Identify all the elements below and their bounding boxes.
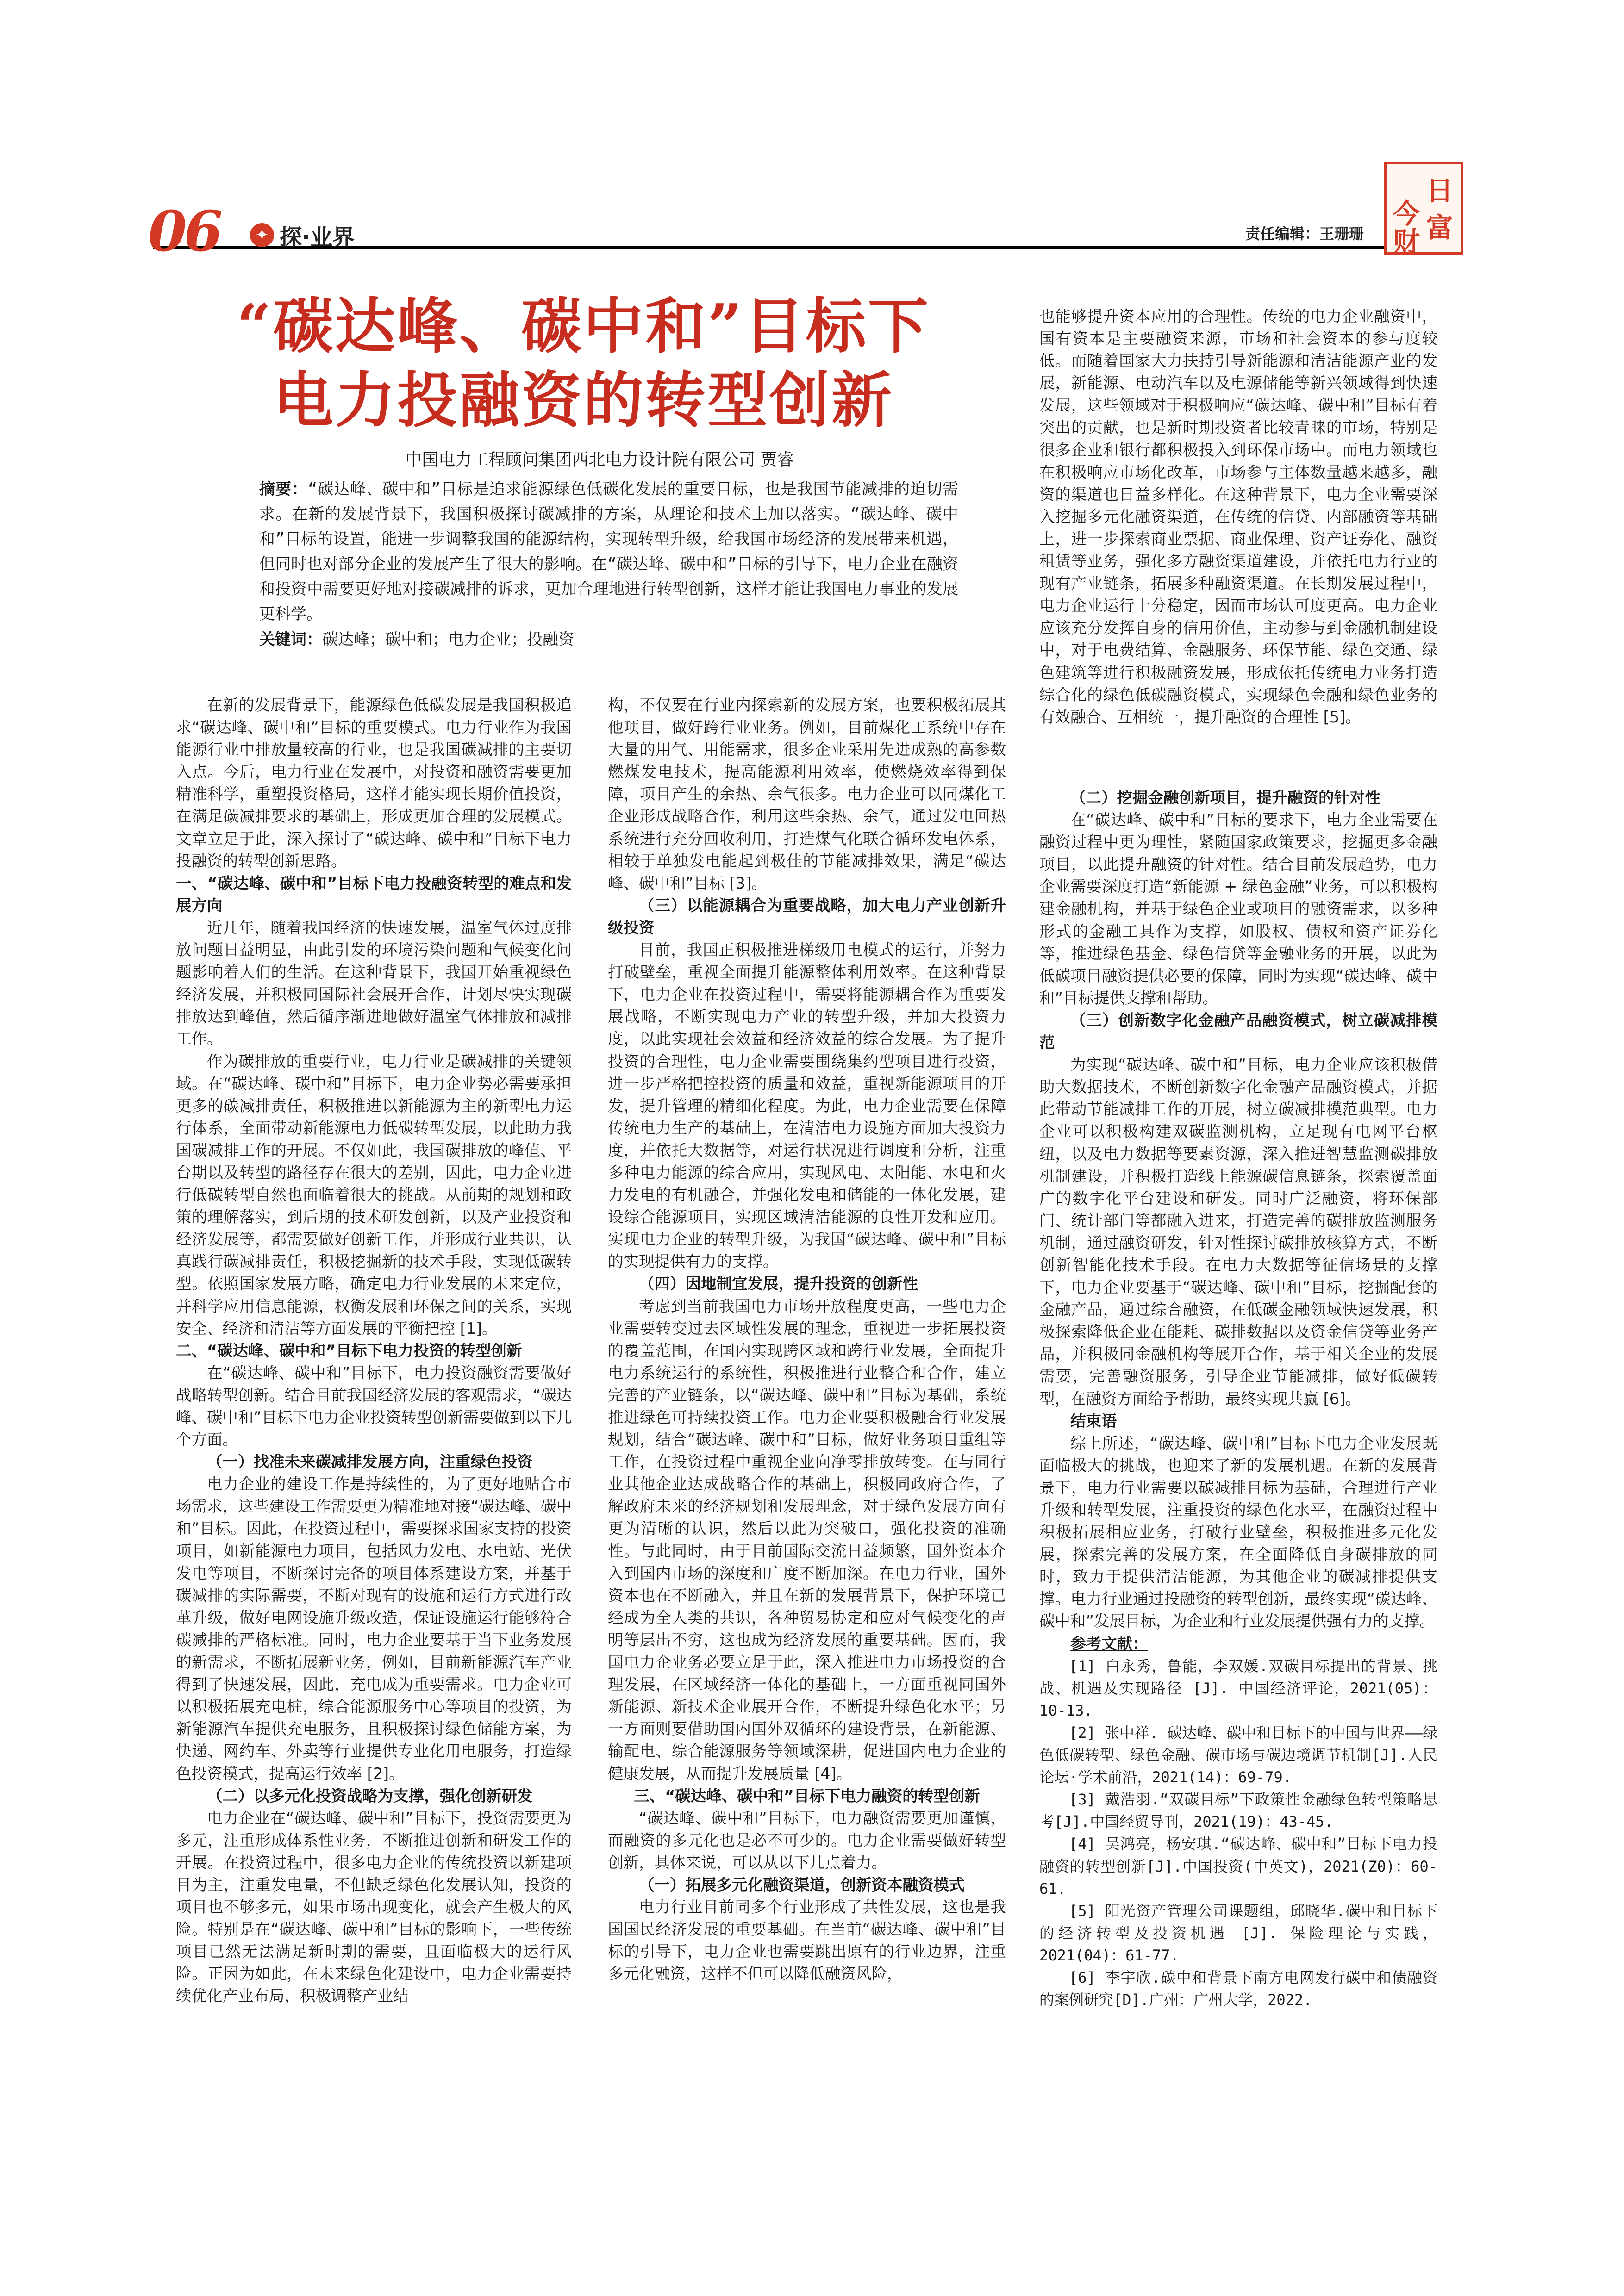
column-3: [1039, 305, 1437, 787]
section-heading: 一、“碳达峰、碳中和”目标下电力投融资转型的难点和发展方向: [176, 874, 572, 915]
reference-item: [5] 阳光资产管理公司课题组，邱晓华.碳中和目标下的经济转型及投资机遇 [J]. 保险理论与实践，2021(04)：61-77.: [1039, 1902, 1437, 1964]
subsection-heading: （一）拓展多元化融资渠道，创新资本融资模式: [639, 1875, 965, 1894]
paragraph: 构，不仅要在行业内探索新的发展方案，也要积极拓展其他项目，做好跨行业业务。例如，目前煤化工系统中存在大量的用气、用能需求，很多企业采用先进成熟的高参数燃煤发电技术，提高能源利用效率，使燃烧效率得到保障，项目产生的余热、余气很多。电力企业可以同煤化工企业形成战略合作，利用这些余热、余气，通过发电回热系统进行充分回收利用，打造煤气化联合循环发电体系，相较于单独发电能起到极佳的节能减排效果，满足“碳达峰、碳中和”目标 [3]。: [608, 696, 1006, 892]
paragraph: 为实现“碳达峰、碳中和”目标，电力企业应该积极借助大数据技术，不断创新数字化金融产品融资模式，并据此带动节能减排工作的开展，树立碳减排模范典型。电力企业可以积极构建双碳监测机构，立足现有电网平台枢纽，以及电力数据等要素资源，深入推进智慧监测碳排放机制建设，并积极打造线上能源碳信息链条，探索覆盖面广的数字化平台建设和研发。同时广泛融资，将环保部门、统计部门等都融入进来，打造完善的碳排放监测服务机制，通过融资研发，针对性探讨碳排放核算方式，不断创新智能化技术手段。在电力大数据等征信场景的支撑下，电力企业要基于“碳达峰、碳中和”目标，挖掘配套的金融产品，通过综合融资，在低碳金融领域快速发展，积极探索降低企业在能耗、碳排数据以及资金信贷等业务产品，并积极同金融机构等展开合作，基于相关企业的发展需要，完善融资服务，引导企业节能减排，做好低碳转型，在融资方面给予帮助，最终实现共赢 [6]。: [1039, 1056, 1437, 1408]
paragraph: 综上所述，“碳达峰、碳中和”目标下电力企业发展既面临极大的挑战，也迎来了新的发展机遇。在新的发展背景下，电力行业需要以碳减排目标为基础，合理进行产业升级和转型发展，注重投资的绿色化水平，在融资过程中积极拓展相应业务，打破行业壁垒，积极推进多元化发展，探索完善的发展方案，在全面降低自身碳排放的同时，致力于提供清洁能源，为其他企业的碳减排提供支撑。电力行业通过投融资的转型创新，最终实现“碳达峰、碳中和”发展目标，为企业和行业发展提供强有力的支撑。: [1039, 1434, 1437, 1630]
references-heading: 参考文献：: [1070, 1634, 1148, 1653]
subsection-heading: （三）以能源耦合为重要战略，加大电力产业创新升级投资: [608, 896, 1006, 937]
section-heading: 二、“碳达峰、碳中和”目标下电力投资的转型创新: [176, 1341, 522, 1360]
section-heading: 三、“碳达峰、碳中和”目标下电力融资的转型创新: [634, 1786, 980, 1805]
abstract-label: 摘要：: [259, 480, 308, 498]
column-2: [608, 694, 1006, 2249]
masthead-logo: [1384, 162, 1463, 255]
keywords-label: 关键词：: [259, 630, 322, 649]
conclusion-heading: 结束语: [1070, 1412, 1117, 1430]
logo-char: 日: [1426, 175, 1454, 206]
paragraph: 电力行业目前同多个行业形成了共性发展，这也是我国国民经济发展的重要基础。在当前“碳达峰、碳中和”目标的引导下，电力企业也需要跳出原有的行业边界，注重多元化融资，这样不但可以降低融资风险，: [608, 1898, 1006, 1983]
subsection-heading: （二）以多元化投资战略为支撑，强化创新研发: [207, 1786, 533, 1805]
section-logo-icon: ✦: [250, 223, 274, 247]
column-1: [176, 694, 572, 2249]
paragraph: 在“碳达峰、碳中和”目标的要求下，电力企业需要在融资过程中更为理性，紧随国家政策要求，挖掘更多金融项目，以此提升融资的针对性。结合目前发展趋势，电力企业需要深度打造“新能源 + 绿色金融”业务，可以积极构建金融机构，并基于绿色企业或项目的融资需求，以多种形式的金融工具作为支撑，如股权、债权和资产证券化等，推进绿色基金、绿色信贷等金融业务的开展，以此为低碳项目融资提供必要的保障，同时为实现“碳达峰、碳中和”目标提供支撑和帮助。: [1039, 811, 1437, 1007]
reference-item: [6] 李宇欣.碳中和背景下南方电网发行碳中和债融资的案例研究[D].广州：广州大学，2022.: [1039, 1968, 1437, 2009]
section-tag: [250, 221, 355, 249]
paragraph: 在“碳达峰、碳中和”目标下，电力投资融资需要做好战略转型创新。结合目前我国经济发展的客观需求，“碳达峰、碳中和”目标下电力企业投资转型创新需要做到以下几个方面。: [176, 1363, 572, 1449]
section-label: 探·业界: [280, 224, 355, 250]
paragraph: 近几年，随着我国经济的快速发展，温室气体过度排放问题日益明显，由此引发的环境污染问题和气候变化问题影响着人们的生活。在这种背景下，我国开始重视绿色经济发展，并积极同国际社会展开合作，计划尽快实现碳排放达到峰值，然后循序渐进地做好温室气体排放和减排工作。: [176, 918, 572, 1048]
abstract-text: “碳达峰、碳中和”目标是追求能源绿色低碳化发展的重要目标，也是我国节能减排的迫切需求。在新的发展背景下，我国积极探讨碳减排的方案，从理论和技术上加以落实。“碳达峰、碳中和”目标的设置，能进一步调整我国的能源结构，实现转型升级，给我国市场经济的发展带来机遇，但同时也对部分企业的发展产生了很大的影响。在“碳达峰、碳中和”目标的引导下，电力企业在融资和投资中需要更好地对接碳减排的诉求，更加合理地进行转型创新，这样才能让我国电力事业的发展更科学。: [259, 480, 959, 623]
abstract: [259, 477, 958, 627]
subsection-heading: （四）因地制宜发展，提升投资的创新性: [639, 1275, 918, 1293]
logo-char: 今: [1393, 198, 1420, 230]
paragraph: 电力企业的建设工作是持续性的，为了更好地贴合市场需求，这些建设工作需要更为精准地对接“碳达峰、碳中和”目标。因此，在投资过程中，需要探求国家支持的投资项目，如新能源电力项目，包括风力发电、水电站、光伏发电等项目，不断探讨完备的项目体系建设方案，并基于碳减排的实际需要，不断对现有的设施和运行方式进行改革升级，做好电网设施升级改造，保证设施运行能够符合碳减排的严格标准。同时，电力企业要基于当下业务发展的新需求，不断拓展新业务，例如，目前新能源汽车产业得到了快速发展，因此，充电成为重要需求。电力企业可以积极拓展充电桩，综合能源服务中心等项目的投资，为新能源汽车提供充电服务，且积极探讨绿色储能方案，为快递、网约车、外卖等行业提供专业化用电服务，打造绿色投资模式，提高运行效率 [2]。: [176, 1475, 572, 1783]
paragraph: 也能够提升资本应用的合理性。传统的电力企业融资中，国有资本是主要融资来源，市场和社会资本的参与度较低。而随着国家大力扶持引导新能源和清洁能源产业的发展，新能源、电动汽车以及电源储能等新兴领域得到快速发展，这些领域对于积极响应“碳达峰、碳中和”目标有着突出的贡献，也是新时期投资者比较青睐的市场，特别是很多企业和银行都积极投入到环保市场中。而电力领域也在积极响应市场化改革，市场参与主体数量越来越多，融资的渠道也日益多样化。在这种背景下，电力企业需要深入挖掘多元化融资渠道，在传统的信贷、内部融资等基础上，进一步探索商业票据、商业保理、资产证券化、融资租赁等业务，强化多方融资渠道建设，并依托电力行业的现有产业链条，拓展多种融资渠道。在长期发展过程中，电力企业运行十分稳定，因而市场认可度更高。电力企业应该充分发挥自身的信用价值，主动参与到金融机制建设中，对于电费结算、金融服务、环保节能、绿色交通、绿色建筑等进行积极融资发展，形成依托传统电力业务打造综合化的绿色低碳融资模式，实现绿色金融和绿色业务的有效融合、互相统一，提升融资的合理性 [5]。: [1039, 307, 1437, 726]
logo-char: 富: [1426, 212, 1454, 243]
page-number: 06: [148, 199, 220, 264]
subsection-heading: （二）挖掘金融创新项目，提升融资的针对性: [1070, 789, 1380, 807]
subsection-heading: （三）创新数字化金融产品融资模式，树立碳减排模范: [1039, 1011, 1437, 1052]
paragraph: 目前，我国正积极推进梯级用电模式的运行，并努力打破壁垒，重视全面提升能源整体利用效率。在这种背景下，电力企业在投资过程中，需要将能源耦合作为重要发展战略，不断实现电力产业的转型升级，并加大投资力度，以此实现社会效益和经济效益的综合发展。为了提升投资的合理性，电力企业需要围绕集约型项目进行投资，进一步严格把控投资的质量和效益，重视新能源项目的开发，提升管理的精细化程度。为此，电力企业需要在保障传统电力生产的基础上，在清洁电力设施方面加大投资力度，并依托大数据等，对运行状况进行调度和分析，注重多种电力能源的综合应用，实现风电、太阳能、水电和火力发电的有机融合，并强化发电和储能的一体化发展，建设综合能源项目，实现区域清洁能源的良性开发和应用。实现电力企业的转型升级，为我国“碳达峰、碳中和”目标的实现提供有力的支撑。: [608, 941, 1006, 1271]
subsection-heading: （一）找准未来碳减排发展方向，注重绿色投资: [207, 1453, 533, 1471]
editor-credit: 责任编辑：王珊珊: [1245, 225, 1364, 243]
reference-item: [1] 白永秀，鲁能，李双媛.双碳目标提出的背景、挑战、机遇及实现路径 [J]. 中国经济评论，2021(05)：10-13.: [1039, 1657, 1437, 1719]
logo-char: 财: [1393, 226, 1420, 257]
article-title-line1: “碳达峰、碳中和”目标下: [237, 291, 930, 361]
paragraph: 电力企业在“碳达峰、碳中和”目标下，投资需要更为多元，注重形成体系性业务，不断推进创新和研发工作的开展。在投资过程中，很多电力企业的传统投资以新建项目为主，注重发电量，不但缺乏绿色化发展认知，投资的项目也不够多元，如果市场出现变化，就会产生极大的风险。特别是在“碳达峰、碳中和”目标的影响下，一些传统项目已然无法满足新时期的需要，且面临极大的运行风险。正因为如此，在未来绿色化建设中，电力企业需要持续优化产业布局，积极调整产业结: [176, 1809, 572, 2005]
paragraph: 考虑到当前我国电力市场开放程度更高，一些电力企业需要转变过去区域性发展的理念，重视进一步拓展投资的覆盖范围，在国内实现跨区域和跨行业发展，全面提升电力系统运行的系统性，积极推进行业整合和合作，建立完善的产业链条，以“碳达峰、碳中和”目标为基础，系统推进绿色可持续投资工作。电力企业要积极融合行业发展规划，结合“碳达峰、碳中和”目标，做好业务项目重组等工作，在投资过程中重视企业向净零排放转变。在与同行业其他企业达成战略合作的基础上，积极同政府合作，了解政府未来的经济规划和发展理念，对于绿色发展方向有更为清晰的认识，然后以此为突破口，强化投资的准确性。与此同时，由于目前国际交流日益频繁，国外资本介入到国内市场的深度和广度不断加深。在电力行业，国外资本也在不断融入，并且在新的发展背景下，保护环境已经成为全人类的共识，各种贸易协定和应对气候变化的声明等层出不穷，这也成为经济发展的重要基础。因而，我国电力企业务必要立足于此，深入推进电力市场投资的合理发展，在区域经济一体化的基础上，一方面重视同国外新能源、新技术企业展开合作，不断提升绿色化水平；另一方面则要借助国内国外双循环的建设背景，在新能源、输配电、综合能源服务等领域深耕，促进国内电力企业的健康发展，从而提升发展质量 [4]。: [608, 1297, 1006, 1783]
article-title-line2: 电力投融资的转型创新: [273, 365, 893, 436]
keywords: [259, 627, 958, 649]
paragraph: “碳达峰、碳中和”目标下，电力融资需要更加谨慎，而融资的多元化也是必不可少的。电力企业需要做好转型创新，具体来说，可以从以下几点着力。: [608, 1809, 1006, 1872]
keywords-text: 碳达峰；碳中和；电力企业；投融资: [322, 630, 574, 649]
reference-item: [2] 张中祥. 碳达峰、碳中和目标下的中国与世界——绿色低碳转型、绿色金融、碳市场与碳边境调节机制[J].人民论坛·学术前沿，2021(14)：69-79.: [1039, 1724, 1437, 1786]
reference-item: [3] 戴浩羽.“双碳目标”下政策性金融绿色转型策略思考[J].中国经贸导刊，2021(19)：43-45.: [1039, 1791, 1437, 1831]
paragraph: 在新的发展背景下，能源绿色低碳发展是我国积极追求“碳达峰、碳中和”目标的重要模式。电力行业作为我国能源行业中排放量较高的行业，也是我国碳减排的主要切入点。今后，电力行业在发展中，对投资和融资需要更加精准科学，重塑投资格局，这样才能实现长期价值投资，在满足碳减排要求的基础上，形成更加合理的发展模式。文章立足于此，深入探讨了“碳达峰、碳中和”目标下电力投融资的转型创新思路。: [176, 696, 572, 870]
paragraph: 作为碳排放的重要行业，电力行业是碳减排的关键领域。在“碳达峰、碳中和”目标下，电力企业势必需要承担更多的碳减排责任，积极推进以新能源为主的新型电力运行体系，全面带动新能源电力低碳转型发展，以此助力我国碳减排工作的开展。不仅如此，我国碳排放的峰值、平台期以及转型的路径存在很大的差别，因此，电力企业进行低碳转型自然也面临着很大的挑战。从前期的规划和政策的理解落实，到后期的技术研发创新，以及产业投资和经济发展等，都需要做好创新工作，并形成行业共识，认真践行碳减排责任，积极挖掘新的技术手段，实现低碳转型。依照国家发展方略，确定电力行业发展的未来定位，并科学应用信息能源，权衡发展和环保之间的关系，实现安全、经济和清洁等方面发展的平衡把控 [1]。: [176, 1052, 572, 1338]
column-3-lower: [1039, 787, 1437, 2249]
reference-item: [4] 吴鸿亮，杨安琪.“碳达峰、碳中和”目标下电力投融资的转型创新[J].中国投资(中英文)，2021(Z0)：60-61.: [1039, 1835, 1437, 1898]
author-line: 中国电力工程顾问集团西北电力设计院有限公司 贾睿: [405, 450, 794, 469]
